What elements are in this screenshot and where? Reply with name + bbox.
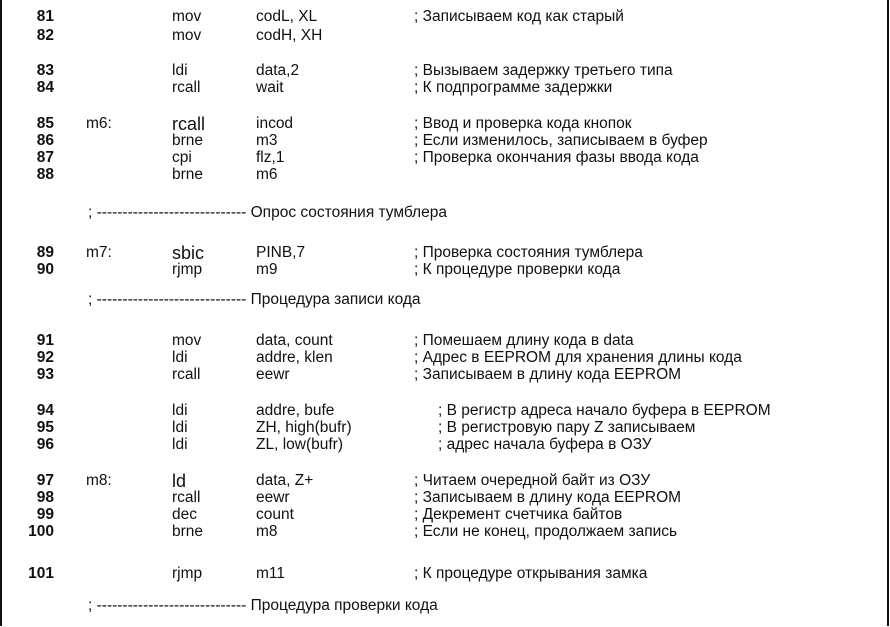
comment: ; Проверка состояния тумблера — [414, 244, 643, 261]
code-line — [0, 132, 880, 150]
mnemonic: rcall — [172, 366, 201, 383]
code-line — [0, 506, 880, 524]
section-divider: ----------------------------- — [96, 204, 247, 221]
comment: ; К процедуре проверки кода — [414, 261, 621, 278]
line-number: 88 — [36, 166, 54, 183]
mnemonic: sbic — [172, 243, 205, 263]
code-line — [0, 523, 880, 541]
line-number: 83 — [36, 62, 54, 79]
line-number: 99 — [36, 506, 54, 523]
mnemonic: dec — [172, 506, 197, 523]
mnemonic: ldi — [172, 419, 188, 436]
section-divider: ----------------------------- — [96, 597, 247, 614]
operands: codH, XH — [256, 27, 323, 44]
comment: ; К процедуре открывания замка — [414, 565, 648, 582]
line-number: 81 — [36, 8, 54, 25]
code-line — [0, 419, 880, 437]
section-header — [88, 203, 447, 223]
code-line — [0, 166, 880, 184]
line-number: 92 — [36, 349, 54, 366]
code-line — [0, 402, 880, 420]
operands: ZH, high(bufr) — [256, 419, 352, 436]
code-label: m7: — [86, 244, 112, 261]
line-number: 95 — [36, 419, 54, 436]
code-line — [0, 244, 880, 262]
line-number: 91 — [36, 332, 54, 349]
mnemonic: mov — [172, 27, 202, 44]
comment: ; Если изменилось, записываем в буфер — [414, 132, 708, 149]
operands: m11 — [256, 565, 286, 582]
operands: m8 — [256, 523, 278, 540]
comment: ; Записываем в длину кода EEPROM — [414, 489, 682, 506]
code-line — [0, 8, 880, 26]
mnemonic: ldi — [172, 436, 188, 453]
line-number: 94 — [36, 402, 54, 419]
operands: data, Z+ — [256, 472, 314, 489]
code-line — [0, 436, 880, 454]
code-line — [0, 27, 880, 45]
operands: eewr — [256, 366, 290, 383]
line-number: 87 — [36, 149, 54, 166]
mnemonic: ldi — [172, 402, 188, 419]
operands: flz,1 — [256, 149, 285, 166]
line-number: 101 — [28, 565, 54, 582]
line-number: 98 — [36, 489, 54, 506]
comment: ; Помешаем длину кода в data — [414, 332, 634, 349]
mnemonic: mov — [172, 332, 202, 349]
comment: ; Ввод и проверка кода кнопок — [414, 115, 632, 132]
mnemonic: ldi — [172, 349, 188, 366]
mnemonic: cpi — [172, 149, 192, 166]
code-label: m6: — [86, 115, 112, 132]
section-prefix: ; — [88, 597, 93, 614]
operands: addre, bufe — [256, 402, 335, 419]
line-number: 86 — [36, 132, 54, 149]
comment: ; В регистр адреса начало буфера в EEPROM — [438, 402, 771, 419]
comment: ; адрес начала буфера в ОЗУ — [438, 436, 652, 453]
mnemonic: brne — [172, 132, 204, 149]
operands: ZL, low(bufr) — [256, 436, 343, 453]
code-line — [0, 149, 880, 167]
line-number: 93 — [36, 366, 54, 383]
section-divider: ----------------------------- — [96, 291, 247, 308]
comment: ; Проверка окончания фазы ввода кода — [414, 149, 699, 166]
comment: ; Записываем код как старый — [414, 8, 624, 25]
line-number: 96 — [36, 436, 54, 453]
operands: addre, klen — [256, 349, 333, 366]
code-line — [0, 261, 880, 279]
section-prefix: ; — [88, 204, 93, 221]
comment: ; Вызываем задержку третьего типа — [414, 62, 673, 79]
code-line — [0, 79, 880, 97]
line-number: 85 — [36, 115, 54, 132]
section-title: Процедура записи кода — [250, 291, 421, 308]
comment: ; Записываем в длину кода EEPROM — [414, 366, 682, 383]
line-number: 97 — [36, 472, 54, 489]
section-title: Опрос состояния тумблера — [250, 204, 447, 221]
section-header — [88, 290, 421, 310]
comment: ; В регистровую пару Z записываем — [438, 419, 696, 436]
code-line — [0, 565, 880, 583]
code-line — [0, 115, 880, 133]
mnemonic: rcall — [172, 489, 201, 506]
code-line — [0, 489, 880, 507]
code-line — [0, 366, 880, 384]
mnemonic: rjmp — [172, 261, 203, 278]
operands: m6 — [256, 166, 278, 183]
code-line — [0, 472, 880, 490]
code-line — [0, 62, 880, 80]
mnemonic: ldi — [172, 62, 188, 79]
line-number: 89 — [36, 244, 54, 261]
section-header — [88, 596, 438, 616]
line-number: 100 — [28, 523, 54, 540]
code-label: m8: — [86, 472, 112, 489]
comment: ; Читаем очередной байт из ОЗУ — [414, 472, 651, 489]
mnemonic: ld — [172, 471, 187, 491]
operands: eewr — [256, 489, 290, 506]
mnemonic: brne — [172, 523, 204, 540]
mnemonic: rjmp — [172, 565, 203, 582]
line-number: 84 — [36, 79, 54, 96]
mnemonic: rcall — [172, 114, 206, 134]
code-line — [0, 349, 880, 367]
operands: wait — [256, 79, 284, 96]
section-prefix: ; — [88, 291, 93, 308]
operands: incod — [256, 115, 294, 132]
mnemonic: rcall — [172, 79, 201, 96]
comment: ; Декремент счетчика байтов — [414, 506, 623, 523]
mnemonic: brne — [172, 166, 204, 183]
mnemonic: mov — [172, 8, 202, 25]
line-number: 82 — [36, 27, 54, 44]
line-number: 90 — [36, 261, 54, 278]
operands: codL, XL — [256, 8, 318, 25]
operands: m9 — [256, 261, 278, 278]
operands: m3 — [256, 132, 278, 149]
comment: ; Адрес в EEPROM для хранения длины кода — [414, 349, 742, 366]
comment: ; Если не конец, продолжаем запись — [414, 523, 678, 540]
operands: data, count — [256, 332, 333, 349]
operands: data,2 — [256, 62, 300, 79]
comment: ; К подпрограмме задержки — [414, 79, 613, 96]
operands: count — [256, 506, 294, 523]
operands: PINB,7 — [256, 244, 306, 261]
code-line — [0, 332, 880, 350]
section-title: Процедура проверки кода — [250, 597, 438, 614]
